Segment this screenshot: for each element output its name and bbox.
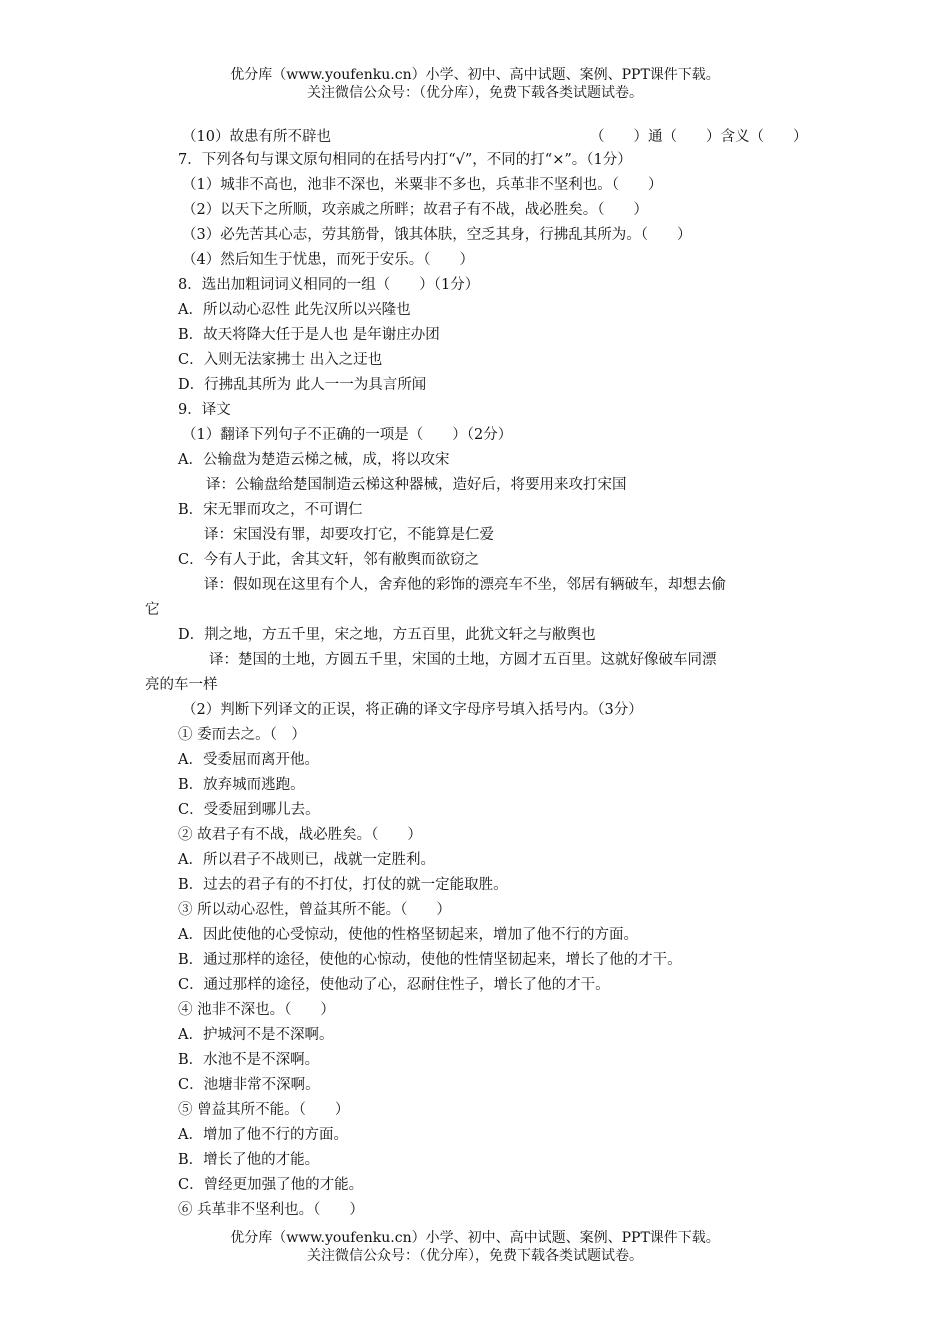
q9-part2-line: B．增长了他的才能。: [178, 1152, 320, 1168]
q9-part1-d: D．荆之地，方五千里，宋之地，方五百里，此犹文轩之与敝舆也: [178, 627, 596, 643]
q9-part2-line: ② 故君子有不战，战必胜矣。（ ）: [178, 827, 422, 843]
footer-line-2: 关注微信公众号：（优分库），免费下载各类试题试卷。: [307, 1248, 643, 1264]
item-10-text: （10）故患有所不辟也: [182, 129, 331, 145]
q9-part2-line: A．受委屈而离开他。: [178, 752, 319, 768]
q8-option-d: D．行拂乱其所为 此人一一为具言所闻: [178, 377, 427, 393]
q8-option-a: A．所以动心忍性 此先汉所以兴隆也: [178, 302, 411, 318]
page-footer: [0, 1229, 950, 1265]
q9-part2-line: C．通过那样的途径，使他动了心，忍耐住性子，增长了他的才干。: [178, 977, 610, 993]
q7-item-3: （3）必先苦其心志，劳其筋骨，饿其体肤，空乏其身，行拂乱其所为。（ ）: [182, 227, 692, 243]
q9-part2-line: ⑥ 兵革非不坚利也。（ ）: [178, 1202, 364, 1218]
q9-part2-line: B．水池不是不深啊。: [178, 1052, 320, 1068]
q9-part2-line: C．池塘非常不深啊。: [178, 1077, 320, 1093]
q9-part2-line: ④ 池非不深也。（ ）: [178, 1002, 335, 1018]
q9-part2-line: A．所以君子不战则已，战就一定胜利。: [178, 852, 435, 868]
q9-part1-a-translation: 译：公输盘给楚国制造云梯这种器械，造好后，将要用来攻打宋国: [206, 477, 627, 493]
q7-item-2: （2）以天下之所顺，攻亲戚之所畔；故君子有不战，战必胜矣。（ ）: [182, 202, 648, 218]
item-10-answer-blanks: （ ）通（ ）含义（ ）: [590, 129, 808, 145]
q8-option-b: B．故天将降大任于是人也 是年谢庄办团: [178, 327, 440, 343]
q8-stem: 8．选出加粗词词义相同的一组（ ）（1分）: [178, 277, 480, 293]
footer-line-1: 优分库（www.youfenku.cn）小学、初中、高中试题、案例、PPT课件下载。: [230, 1230, 720, 1246]
q9-part1-c-translation-cont: 它: [145, 602, 160, 618]
page-header: [0, 66, 950, 102]
q9-part2-stem: （2）判断下列译文的正误，将正确的译文字母序号填入括号内。（3分）: [182, 702, 643, 718]
q9-part1-b: B．宋无罪而攻之，不可谓仁: [178, 502, 363, 518]
q9-part2-line: C．曾经更加强了他的才能。: [178, 1177, 364, 1193]
q9-title: 9．译文: [178, 402, 231, 418]
q8-option-c: C．入则无法家拂士 出入之迂也: [178, 352, 383, 368]
q7-item-1: （1）城非不高也，池非不深也，米粟非不多也，兵革非不坚利也。（ ）: [182, 177, 663, 193]
q9-part1-stem: （1）翻译下列句子不正确的一项是（ ）（2分）: [182, 427, 513, 443]
q9-part2-line: A．因此使他的心受惊动，使他的性格坚韧起来，增加了他不行的方面。: [178, 927, 638, 943]
q9-part2-line: A．增加了他不行的方面。: [178, 1127, 348, 1143]
q7-item-4: （4）然后知生于忧患，而死于安乐。（ ）: [182, 252, 474, 268]
q9-part1-b-translation: 译：宋国没有罪，却要攻打它，不能算是仁爱: [204, 527, 494, 543]
header-line-2: 关注微信公众号：（优分库），免费下载各类试题试卷。: [307, 85, 643, 101]
q9-part1-d-translation: 译：楚国的土地，方圆五千里，宋国的土地，方圆才五百里。这就好像破车同漂: [209, 652, 717, 668]
q9-part2-line: C．受委屈到哪儿去。: [178, 802, 320, 818]
q9-part1-a: A．公输盘为楚造云梯之械，成，将以攻宋: [178, 452, 450, 468]
q9-part2-line: B．通过那样的途径，使他的心惊动，使他的性情坚韧起来，增长了他的才干。: [178, 952, 682, 968]
q9-part2-line: B．过去的君子有的不打仗，打仗的就一定能取胜。: [178, 877, 508, 893]
q9-part1-c: C．今有人于此，舍其文轩，邻有敝舆而欲窃之: [178, 552, 480, 568]
q9-part1-c-translation: 译：假如现在这里有个人，舍弃他的彩饰的漂亮车不坐，邻居有辆破车，却想去偷: [204, 577, 726, 593]
q9-part2-line: B．放弃城而逃跑。: [178, 777, 305, 793]
q7-stem: 7．下列各句与课文原句相同的在括号内打“√”，不同的打“×”。（1分）: [178, 152, 632, 168]
question-6-item-10: [182, 125, 808, 147]
q9-part1-d-translation-cont: 亮的车一样: [145, 677, 218, 693]
q9-part2-line: ① 委而去之。（ ）: [178, 727, 306, 743]
header-line-1: 优分库（www.youfenku.cn）小学、初中、高中试题、案例、PPT课件下载。: [230, 67, 720, 83]
q9-part2-line: ⑤ 曾益其所不能。（ ）: [178, 1102, 350, 1118]
q9-part2-line: ③ 所以动心忍性，曾益其所不能。（ ）: [178, 902, 451, 918]
q9-part2-line: A．护城河不是不深啊。: [178, 1027, 334, 1043]
